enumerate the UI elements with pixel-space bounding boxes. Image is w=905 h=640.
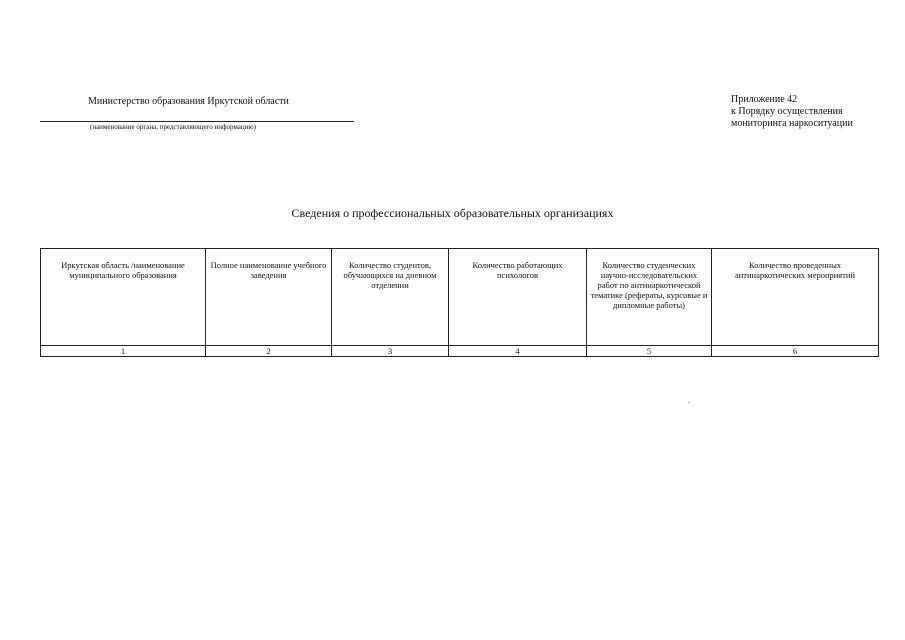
column-header-events: Количество проведенных антинаркотических мероприятий [712, 249, 879, 346]
report-table [40, 248, 879, 357]
organization-underline [40, 121, 354, 122]
column-header-psychologists: Количество работающих психологов [449, 249, 587, 346]
table-number-row [41, 346, 879, 357]
column-number: 1 [41, 346, 206, 357]
column-header-region: Иркутская область /наименование муниципального образования [41, 249, 206, 346]
column-number: 6 [712, 346, 879, 357]
appendix-line: Приложение 42 [731, 94, 798, 105]
column-number: 3 [332, 346, 449, 357]
column-header-research-works: Количество студенческих научно-исследовательских работ по антинаркотической тематике (рефераты, курсовые и дипломные работы) [587, 249, 712, 346]
table-header-row [41, 249, 879, 346]
column-number: 5 [587, 346, 712, 357]
organization-name: Министерство образования Иркутской области [88, 96, 289, 107]
appendix-line: к Порядку осуществления [731, 106, 843, 117]
appendix-reference [731, 94, 853, 130]
column-number: 4 [449, 346, 587, 357]
document-title: Сведения о профессиональных образовательных организациях [291, 206, 614, 220]
appendix-line: мониторинга наркоситуации [731, 118, 853, 129]
column-number: 2 [206, 346, 332, 357]
column-header-institution: Полное наименование учебного заведения [206, 249, 332, 346]
organization-caption: (наименование органа, представляющего информацию) [90, 123, 256, 131]
scan-speck [688, 402, 689, 403]
column-header-students: Количество студентов, обучающихся на дневном отделении [332, 249, 449, 346]
